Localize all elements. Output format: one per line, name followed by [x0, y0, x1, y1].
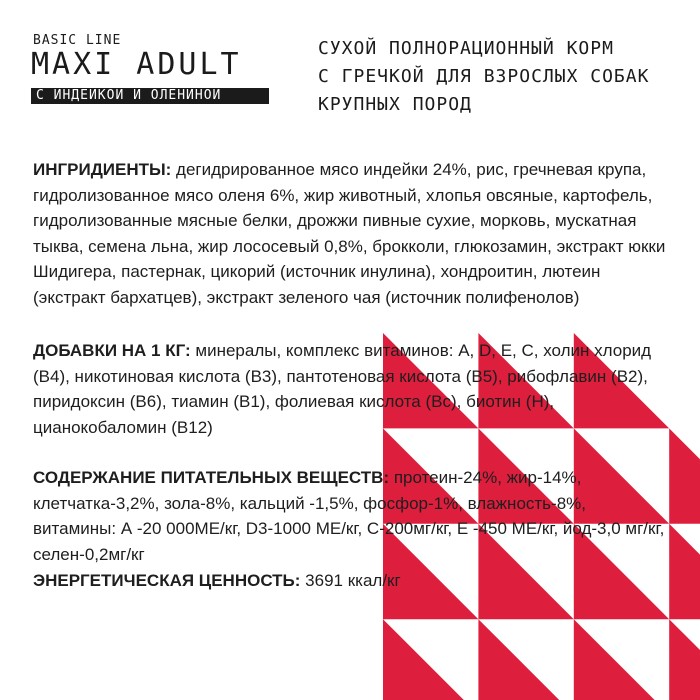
product-name: MAXI ADULT — [31, 47, 242, 82]
description-line: КРУПНЫХ ПОРОД — [318, 94, 472, 115]
additives-text: минералы, комплекс витаминов: A, D, E, C, холин хлорид (B4), никотиновая кислота (B3), пантотеновая кислота (B5), рибофлавин (B2), пиридоксин (B6), тиамин (B1), фолиевая кислота (Bc), биотин (H), цианокобаломин (B12) — [33, 341, 652, 437]
series-name: BASIC LINE — [33, 33, 122, 48]
additives-section — [33, 338, 673, 440]
ingredients-text: дегидрированное мясо индейки 24%, рис, гречневая крупа, гидролизованное мясо оленя 6%, жир животный, хлопья овсяные, картофель, гидролизованные мясные белки, дрожжи пивные сухие, морковь, мускатная тыква, семена льна, жир лососевый 0,8%, брокколи, глюкозамин, экстракт юкки Шидигера, пастернак, цикорий (источник инулина), хондроитин, лютеин (экстракт бархатцев), экстракт зеленого чая (источник полифенолов) — [33, 160, 666, 307]
ingredients-label: ИНГРИДИЕНТЫ: — [33, 160, 172, 179]
product-description — [318, 35, 688, 119]
nutrition-text: протеин-24%, жир-14%, клетчатка-3,2%, зола-8%, кальций -1,5%, фосфор-1%, влажность-8%, витамины: А -20 000МЕ/кг, D3-1000 МЕ/кг, С-200мг/кг, Е -450 МЕ/кг, йод-3,0 мг/кг, селен-0,2мг/кг — [33, 468, 665, 564]
ingredients-section — [33, 157, 673, 310]
description-line: СУХОЙ ПОЛНОРАЦИОННЫЙ КОРМ — [318, 38, 614, 59]
additives-label: ДОБАВКИ НА 1 КГ: — [33, 341, 191, 360]
nutrition-section — [33, 465, 673, 567]
description-line: С ГРЕЧКОЙ ДЛЯ ВЗРОСЛЫХ СОБАК — [318, 66, 650, 87]
energy-label: ЭНЕРГЕТИЧЕСКАЯ ЦЕННОСТЬ: — [33, 571, 301, 590]
nutrition-label: СОДЕРЖАНИЕ ПИТАТЕЛЬНЫХ ВЕЩЕСТВ: — [33, 468, 390, 487]
flavor-badge: С ИНДЕЙКОЙ И ОЛЕНИНОЙ — [31, 88, 269, 104]
energy-text: 3691 ккал/кг — [300, 571, 401, 590]
energy-section — [33, 568, 673, 594]
